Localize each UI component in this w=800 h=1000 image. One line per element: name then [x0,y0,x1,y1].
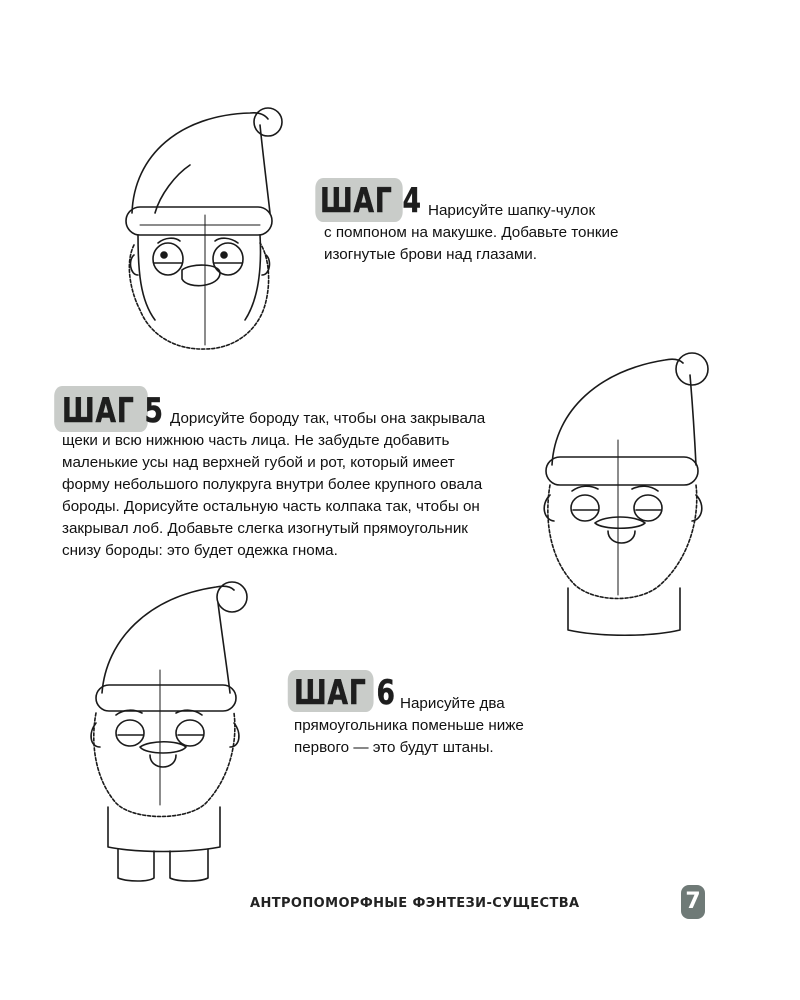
book-title-footer: АНТРОПОМОРФНЫЕ ФЭНТЕЗИ-СУЩЕСТВА [250,896,580,911]
step-6-title: ШАГ 6 [294,676,396,710]
text-line: щеки и всю нижнюю часть лица. Не забудьте добавить [62,432,450,449]
step-5-title: ШАГ 5 [62,394,164,428]
step-6-description [294,693,594,759]
text-line: Нарисуйте два [400,695,505,712]
step-4-title: ШАГ 4 [320,184,422,218]
text-line: с помпоном на макушке. Добавьте тонкие [324,224,619,241]
text-line: бороды. Дорисуйте остальную часть колпака так, чтобы он [62,498,480,515]
text-line: изогнутые брови над глазами. [324,246,537,263]
step-5-description [62,408,532,562]
gnome-drawing-step-4 [120,95,290,355]
text-line: Нарисуйте шапку-чулок [428,202,596,219]
page-number-badge: 7 [681,885,705,919]
text-line: форму небольшого полукруга внутри более крупного овала [62,476,483,493]
text-line: прямоугольника поменьше ниже [294,717,524,734]
text-line: маленькие усы над верхней губой и рот, который имеет [62,454,455,471]
gnome-drawing-step-5 [540,345,720,640]
text-line: закрывал лоб. Добавьте слегка изогнутый прямоугольник [62,520,468,537]
text-line: снизу бороды: это будет одежка гнома. [62,542,338,559]
gnome-drawing-step-6 [88,575,258,885]
text-line: первого — это будут штаны. [294,739,494,756]
text-line: Дорисуйте бороду так, чтобы она закрывала [170,410,486,427]
step-4-description [324,200,654,266]
